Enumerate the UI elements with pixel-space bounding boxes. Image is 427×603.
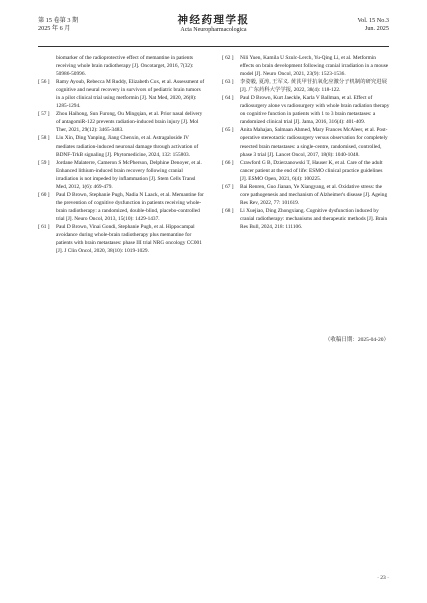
reference-number: [ 60 ] xyxy=(38,191,50,198)
reference-item xyxy=(222,54,390,78)
reference-number: [ 63 ] xyxy=(222,79,234,86)
reference-text: Zhou Haihong, Sun Furong, Ou Mingqian, et al. Prior nasal delivery of antagomiR-122 prevents radiation-induced brain injury [J]. Mol Ther, 2021, 29(12): 3465-3483. xyxy=(56,111,203,134)
reference-column-left xyxy=(38,54,206,255)
reference-number: [ 68 ] xyxy=(222,207,234,214)
reference-number: [ 66 ] xyxy=(222,159,234,166)
date-cn: 2025 年 6 月 xyxy=(38,25,71,32)
reference-text: Nili Yuen, Kamila U Szulc-Lerch, Yu-Qing Li, et al. Metformin effects on brain development following cranial irradiation in a mouse model [J]. Neuro Oncol, 2021, 23(9): 1523-1536. xyxy=(240,55,389,78)
reference-text: Li Xuejiao, Ding Zhongxiang. Cognitive dysfunction induced by cranial radiotherapy: mechanisms and therapeutic methods [J]. Brain Res Bull, 2024, 218: 111106. xyxy=(240,207,388,230)
reference-item xyxy=(38,78,206,110)
header-rule xyxy=(38,46,389,47)
volume-issue-en: Vol. 15 No.3 xyxy=(357,17,389,24)
page-header xyxy=(38,14,389,46)
reference-item xyxy=(38,54,206,78)
reference-text: Crawford G B, Dzierzanowski T, Hauser K, et al. Care of the adult cancer patient at the end of life: ESMO clinical practice guidelines [J]. ESMO Open, 2021, 6(4): 100225. xyxy=(240,159,383,182)
reference-number: [ 65 ] xyxy=(222,127,234,134)
reference-number: [ 59 ] xyxy=(38,159,50,166)
reference-item xyxy=(222,159,390,183)
reference-text: Anita Mahajan, Salmaan Ahmed, Mary Frances McAleer, et al. Post-operative stereotactic radiosurgery versus observation for completely resected brain metastases: a single-centre, randomised, controlled, phase 3 trial [J]. Lancet Oncol, 2017, 18(8): 1040-1048. xyxy=(240,127,388,158)
reference-column-right xyxy=(222,54,390,231)
reference-number: [ 64 ] xyxy=(222,95,234,102)
reference-item xyxy=(38,110,206,134)
reference-item xyxy=(222,207,390,231)
journal-title-cn: 神经药理学报 xyxy=(177,14,250,26)
reference-text: Bai Renren, Guo Jianan, Ye Xiangyang, et al. Oxidative stress: the core pathogenesis and mechanism of Alzheimer's disease [J]. Ageing Res Rev, 2022, 77: 101619. xyxy=(240,183,388,206)
reference-item xyxy=(222,183,390,207)
reference-text: Paul D Brown, Stephanie Pugh, Nadia N Laack, et al. Memantine for the prevention of cognitive dysfunction in patients receiving whole-brain radiotherapy: a randomized, double-blind, placebo-controlled trial [J]. Neuro Oncol, 2013, 15(10): 1429-1437. xyxy=(56,191,204,222)
reference-text: Paul D Brown, Vinai Gondi, Stephanie Pugh, et al. Hippocampal avoidance during whole-brain radiotherapy plus memantine for patients with brain metastases: phase III trial NRG oncology CC001 [J]. J Clin Oncol, 2020, 38(10): 1019-1029. xyxy=(56,223,202,255)
reference-number: [ 62 ] xyxy=(222,55,234,61)
reference-number: [ 61 ] xyxy=(38,223,50,230)
volume-issue-cn: 第 15 卷第 3 期 xyxy=(38,17,79,24)
reference-item xyxy=(222,94,390,126)
reference-text: 李姿毅, 夏涛, 王军义. 黄芪甲苷抗氧化应激分子机制的研究进展 [J]. 广东药科大学学报, 2022, 38(4): 118-122. xyxy=(240,79,387,94)
reference-item xyxy=(38,159,206,191)
reference-number: [ 56 ] xyxy=(38,79,50,86)
journal-title xyxy=(38,14,389,34)
reference-text: Jordane Malaterre, Cameron S McPherson, Delphine Denoyer, et al. Enhanced lithium-induced brain recovery following cranial irradiation is not impeded by inflammation [J]. Stem Cells Transl Med, 2012, 1(6): 469-479. xyxy=(56,159,202,190)
reference-text: Ramy Ayoub, Rebecca M Ruddy, Elizabeth Cox, et al. Assessment of cognitive and neural recovery in survivors of pediatric brain tumors in a pilot clinical trial using metformin [J]. Nat Med, 2020, 26(8): 1285-1294. xyxy=(56,79,205,110)
reference-item xyxy=(38,191,206,223)
reference-number: [ 57 ] xyxy=(38,111,50,118)
reference-item xyxy=(222,126,390,158)
reference-text: Liu Xin, Ding Yanping, Jiang Chenxin, et al. Astragaloside IV mediates radiation-induced neuronal damage through activation of BDNF-TrkB signaling [J]. Phytomedicine, 2024, 132: 155803. xyxy=(56,135,199,158)
reference-text: biomarker of the radioprotective effect of memantine in patients receiving whole brain radiotherapy [J]. Oncotarget, 2016, 7(32): 50986-50996. xyxy=(56,55,194,78)
journal-title-en: Acta Neuropharmacologica xyxy=(180,27,247,33)
reference-number: [ 58 ] xyxy=(38,135,50,142)
page-number: · 23 · xyxy=(377,575,389,581)
reference-number: [ 67 ] xyxy=(222,183,234,190)
reference-item xyxy=(222,78,390,94)
reference-item xyxy=(38,134,206,158)
reference-item xyxy=(38,223,206,255)
received-date: （收稿日期：2025-04-20） xyxy=(324,337,389,343)
date-en: Jun. 2025 xyxy=(364,25,389,32)
issue-info-en xyxy=(357,17,389,33)
reference-text: Paul D Brown, Kurt Jaeckle, Karla V Ballman, et al. Effect of radiosurgery alone vs radiosurgery with whole brain radiation therapy on cognitive function in patients with 1 to 3 brain metastases: a randomized clinical trial [J]. Jama, 2016, 316(4): 401-409. xyxy=(240,95,390,126)
